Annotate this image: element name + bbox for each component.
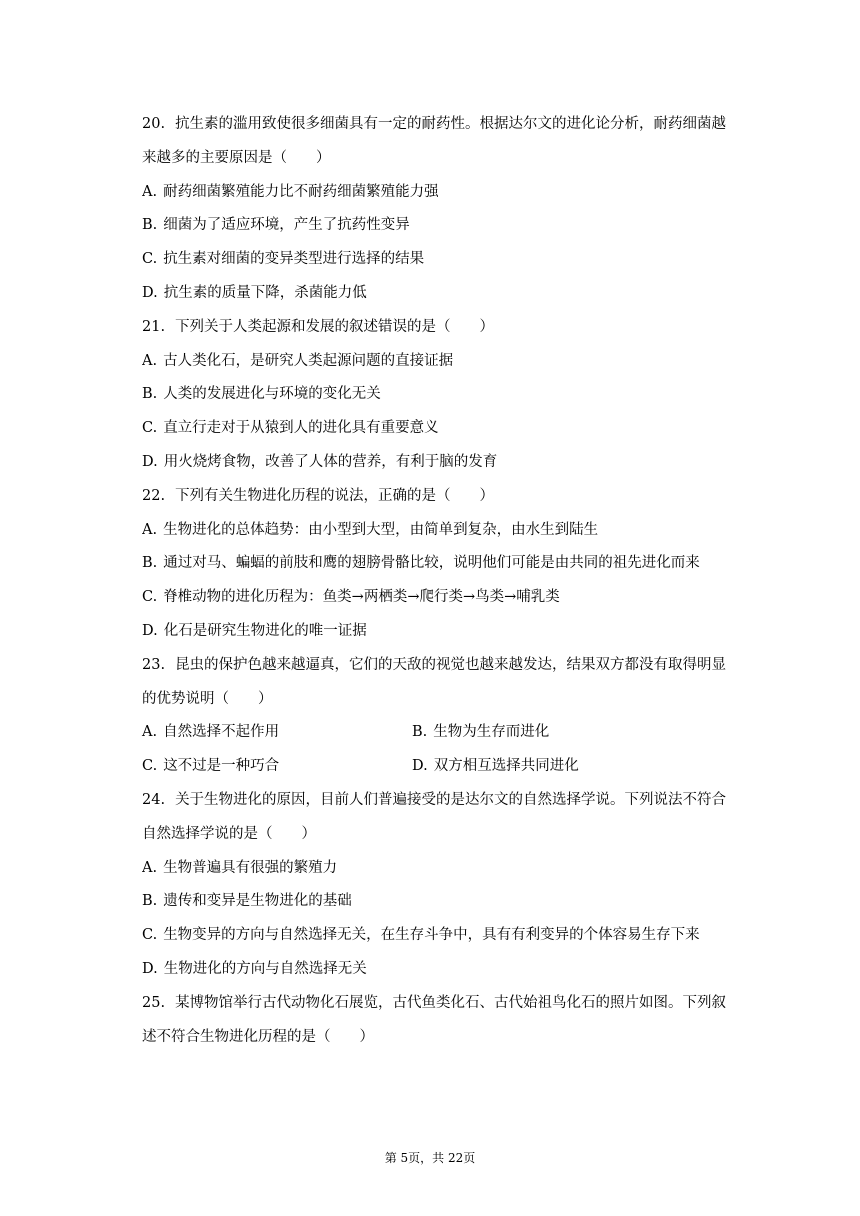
option-d xyxy=(142,615,752,649)
option-a xyxy=(142,345,752,379)
option-text: 脊椎动物的进化历程为：鱼类→两栖类→爬行类→鸟类→哺乳类 xyxy=(163,589,560,606)
option-text: 这不过是一种巧合 xyxy=(163,758,280,775)
question-stem-text: 某博物馆举行古代动物化石展览，古代鱼类化石、古代始祖鸟化石的照片如图。下列叙 xyxy=(175,994,727,1011)
question-stem-text: 下列关于人类起源和发展的叙述错误的是（ ） xyxy=(175,318,495,335)
option-row xyxy=(142,716,752,750)
option-text: 生物普遍具有很强的繁殖力 xyxy=(163,859,338,876)
option-text: 抗生素对细菌的变异类型进行选择的结果 xyxy=(163,251,425,268)
question-stem-text: 昆虫的保护色越来越逼真，它们的天敌的视觉也越来越发达，结果双方都没有取得明显 xyxy=(175,656,727,673)
question-stem-text: 关于生物进化的原因，目前人们普遍接受的是达尔文的自然选择学说。下列说法不符合 xyxy=(175,791,727,808)
question-number: 25. xyxy=(142,994,166,1011)
option-label: A. xyxy=(142,352,158,369)
option-text: 人类的发展进化与环境的变化无关 xyxy=(163,386,381,403)
option-label: D. xyxy=(142,453,158,470)
question-stem xyxy=(142,649,752,683)
option-text: 生物为生存而进化 xyxy=(433,724,550,741)
option-text: 生物变异的方向与自然选择无关，在生存斗争中，具有有利变异的个体容易生存下来 xyxy=(163,927,700,944)
question-stem-text: 来越多的主要原因是（ ） xyxy=(142,149,331,166)
question-number: 23. xyxy=(142,656,166,673)
option-c xyxy=(142,412,752,446)
option-c xyxy=(142,750,412,784)
option-row xyxy=(142,750,752,784)
question-stem-text: 下列有关生物进化历程的说法，正确的是（ ） xyxy=(175,487,495,504)
option-a xyxy=(142,514,752,548)
question-stem-continued xyxy=(142,818,752,852)
option-label: C. xyxy=(142,251,158,268)
option-text: 生物进化的总体趋势：由小型到大型，由简单到复杂，由水生到陆生 xyxy=(163,521,599,538)
question-21 xyxy=(142,311,752,480)
option-label: C. xyxy=(142,758,158,775)
option-label: B. xyxy=(412,724,428,741)
option-d xyxy=(142,277,752,311)
question-stem-text: 自然选择学说的是（ ） xyxy=(142,825,316,842)
option-text: 化石是研究生物进化的唯一证据 xyxy=(163,622,367,639)
option-label: C. xyxy=(142,927,158,944)
option-d xyxy=(142,446,752,480)
option-text: 细菌为了适应环境，产生了抗药性变异 xyxy=(163,217,410,234)
question-stem xyxy=(142,987,752,1021)
option-c xyxy=(142,581,752,615)
option-label: B. xyxy=(142,555,158,572)
option-label: B. xyxy=(142,386,158,403)
option-b xyxy=(412,716,682,750)
option-text: 古人类化石，是研究人类起源问题的直接证据 xyxy=(163,352,454,369)
option-text: 用火烧烤食物，改善了人体的营养，有利于脑的发育 xyxy=(163,453,498,470)
option-a xyxy=(142,176,752,210)
question-number: 20. xyxy=(142,116,166,132)
option-c xyxy=(142,919,752,953)
option-a xyxy=(142,716,412,750)
question-23 xyxy=(142,649,752,784)
question-25 xyxy=(142,987,752,1055)
question-22 xyxy=(142,480,752,649)
option-text: 直立行走对于从猿到人的进化具有重要意义 xyxy=(163,420,439,437)
option-label: D. xyxy=(142,284,158,301)
question-20 xyxy=(142,108,752,311)
option-label: A. xyxy=(142,183,158,200)
option-label: D. xyxy=(142,622,158,639)
option-c xyxy=(142,243,752,277)
option-b xyxy=(142,378,752,412)
option-label: C. xyxy=(142,589,158,606)
option-label: A. xyxy=(142,521,158,538)
option-b xyxy=(142,885,752,919)
question-stem-text: 的优势说明（ ） xyxy=(142,690,273,707)
option-text: 遗传和变异是生物进化的基础 xyxy=(163,893,352,910)
question-number: 21. xyxy=(142,318,166,335)
question-stem-continued xyxy=(142,1021,752,1055)
option-label: D. xyxy=(142,960,158,977)
question-list xyxy=(142,108,752,1054)
page-footer: 第 5页，共 22页 xyxy=(384,1151,476,1165)
option-b xyxy=(142,209,752,243)
option-label: B. xyxy=(142,217,158,234)
option-label: D. xyxy=(412,758,428,775)
question-stem-continued xyxy=(142,683,752,717)
question-stem xyxy=(142,784,752,818)
option-a xyxy=(142,852,752,886)
question-stem xyxy=(142,108,752,142)
question-number: 24. xyxy=(142,791,166,808)
option-d xyxy=(412,750,682,784)
option-text: 抗生素的质量下降，杀菌能力低 xyxy=(163,284,367,301)
question-stem-text: 述不符合生物进化历程的是（ ） xyxy=(142,1028,374,1045)
question-24 xyxy=(142,784,752,987)
question-number: 22. xyxy=(142,487,166,504)
option-label: B. xyxy=(142,893,158,910)
option-label: C. xyxy=(142,420,158,437)
option-b xyxy=(142,547,752,581)
option-text: 双方相互选择共同进化 xyxy=(433,758,579,775)
question-stem-continued xyxy=(142,142,752,176)
option-text: 生物进化的方向与自然选择无关 xyxy=(163,960,367,977)
option-label: A. xyxy=(142,859,158,876)
option-text: 通过对马、蝙蝠的前肢和鹰的翅膀骨骼比较，说明他们可能是由共同的祖先进化而来 xyxy=(163,555,700,572)
option-d xyxy=(142,953,752,987)
question-stem xyxy=(142,480,752,514)
question-stem-text: 抗生素的滥用致使很多细菌具有一定的耐药性。根据达尔文的进化论分析，耐药细菌越 xyxy=(175,116,727,132)
question-stem xyxy=(142,311,752,345)
option-text: 自然选择不起作用 xyxy=(163,724,280,741)
option-text: 耐药细菌繁殖能力比不耐药细菌繁殖能力强 xyxy=(163,183,439,200)
option-label: A. xyxy=(142,724,158,741)
